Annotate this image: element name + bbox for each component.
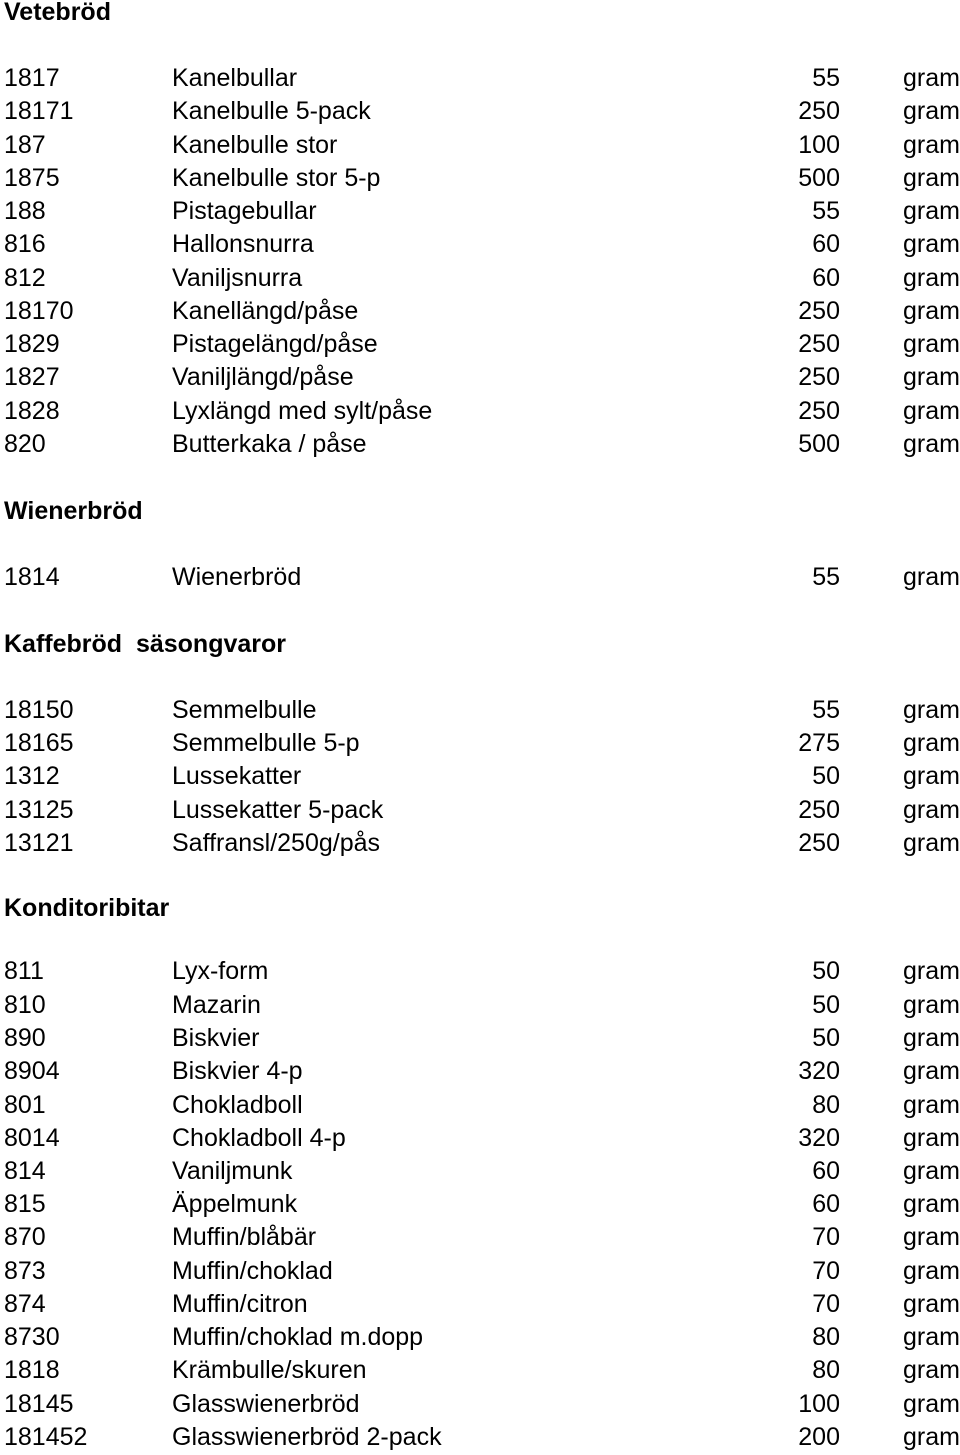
list-item	[0, 1056, 960, 1086]
item-weight: 250	[798, 330, 840, 358]
item-code: 815	[4, 1190, 46, 1218]
item-code: 188	[4, 197, 46, 225]
item-weight: 250	[798, 829, 840, 857]
list-item	[0, 196, 960, 226]
item-name: Kanelbulle 5-pack	[172, 97, 371, 125]
item-weight: 60	[812, 1157, 840, 1185]
item-code: 1818	[4, 1356, 60, 1384]
item-name: Kanelbullar	[172, 64, 298, 92]
item-name: Äppelmunk	[172, 1190, 298, 1218]
item-weight: 60	[812, 264, 840, 292]
item-weight: 250	[798, 297, 840, 325]
item-unit: gram	[903, 563, 960, 591]
item-name: Kanellängd/påse	[172, 297, 359, 325]
item-code: 811	[4, 957, 44, 985]
list-item	[0, 828, 960, 858]
item-unit: gram	[903, 796, 960, 824]
item-weight: 80	[812, 1091, 840, 1119]
item-weight: 250	[798, 796, 840, 824]
item-unit: gram	[903, 330, 960, 358]
item-name: Pistagebullar	[172, 197, 317, 225]
list-item	[0, 1156, 960, 1186]
item-code: 18145	[4, 1390, 74, 1418]
list-item	[0, 1289, 960, 1319]
item-unit: gram	[903, 97, 960, 125]
item-unit: gram	[903, 1024, 960, 1052]
item-name: Krämbulle/skuren	[172, 1356, 367, 1384]
item-name: Muffin/choklad m.dopp	[172, 1323, 424, 1351]
list-item	[0, 63, 960, 93]
item-name: Muffin/blåbär	[172, 1223, 317, 1251]
item-weight: 100	[798, 1390, 840, 1418]
item-weight: 70	[812, 1290, 840, 1318]
item-unit: gram	[903, 1223, 960, 1251]
list-item	[0, 429, 960, 459]
list-item	[0, 795, 960, 825]
item-unit: gram	[903, 64, 960, 92]
list-item	[0, 1389, 960, 1419]
item-code: 8014	[4, 1124, 60, 1152]
section-title-vetebrod: Vetebröd	[4, 0, 111, 26]
list-item	[0, 329, 960, 359]
list-item	[0, 96, 960, 126]
item-name: Hallonsnurra	[172, 230, 314, 258]
item-name: Butterkaka / påse	[172, 430, 367, 458]
item-name: Kanelbulle stor 5-p	[172, 164, 381, 192]
item-name: Lussekatter	[172, 762, 302, 790]
item-unit: gram	[903, 397, 960, 425]
item-name: Mazarin	[172, 991, 261, 1019]
item-name: Lyx-form	[172, 957, 269, 985]
item-weight: 500	[798, 430, 840, 458]
item-code: 890	[4, 1024, 46, 1052]
list-item	[0, 1189, 960, 1219]
item-unit: gram	[903, 957, 960, 985]
item-weight: 60	[812, 230, 840, 258]
item-code: 13125	[4, 796, 74, 824]
item-unit: gram	[903, 430, 960, 458]
list-item	[0, 1023, 960, 1053]
item-code: 18170	[4, 297, 74, 325]
item-weight: 70	[812, 1257, 840, 1285]
item-unit: gram	[903, 1390, 960, 1418]
item-unit: gram	[903, 230, 960, 258]
item-name: Kanelbulle stor	[172, 131, 338, 159]
item-unit: gram	[903, 1257, 960, 1285]
item-code: 1814	[4, 563, 60, 591]
list-item	[0, 990, 960, 1020]
item-code: 187	[4, 131, 46, 159]
item-unit: gram	[903, 1190, 960, 1218]
item-name: Vaniljlängd/påse	[172, 363, 354, 391]
item-unit: gram	[903, 297, 960, 325]
item-weight: 60	[812, 1190, 840, 1218]
item-name: Biskvier	[172, 1024, 260, 1052]
item-weight: 55	[812, 563, 840, 591]
section-title-konditoribitar: Konditoribitar	[4, 894, 170, 922]
item-weight: 55	[812, 64, 840, 92]
item-code: 814	[4, 1157, 46, 1185]
list-item	[0, 1422, 960, 1452]
item-weight: 500	[798, 164, 840, 192]
item-unit: gram	[903, 1290, 960, 1318]
list-item	[0, 396, 960, 426]
item-unit: gram	[903, 696, 960, 724]
item-unit: gram	[903, 131, 960, 159]
item-weight: 320	[798, 1124, 840, 1152]
list-item	[0, 1322, 960, 1352]
item-name: Muffin/choklad	[172, 1257, 333, 1285]
item-code: 8904	[4, 1057, 60, 1085]
list-item	[0, 362, 960, 392]
list-item	[0, 1090, 960, 1120]
item-unit: gram	[903, 991, 960, 1019]
item-weight: 250	[798, 97, 840, 125]
item-name: Biskvier 4-p	[172, 1057, 303, 1085]
list-item	[0, 163, 960, 193]
item-weight: 250	[798, 397, 840, 425]
item-weight: 320	[798, 1057, 840, 1085]
item-weight: 55	[812, 696, 840, 724]
section-title-wienerbrod: Wienerbröd	[4, 497, 143, 525]
item-code: 13121	[4, 829, 74, 857]
item-code: 810	[4, 991, 46, 1019]
item-code: 820	[4, 430, 46, 458]
list-item	[0, 296, 960, 326]
item-code: 801	[4, 1091, 46, 1119]
item-name: Muffin/citron	[172, 1290, 308, 1318]
item-weight: 80	[812, 1356, 840, 1384]
item-code: 1829	[4, 330, 60, 358]
item-name: Wienerbröd	[172, 563, 302, 591]
item-weight: 50	[812, 1024, 840, 1052]
list-item	[0, 263, 960, 293]
list-item	[0, 130, 960, 160]
item-unit: gram	[903, 729, 960, 757]
item-unit: gram	[903, 264, 960, 292]
item-name: Chokladboll	[172, 1091, 303, 1119]
list-item	[0, 1355, 960, 1385]
item-name: Glasswienerbröd	[172, 1390, 360, 1418]
list-item	[0, 229, 960, 259]
item-weight: 50	[812, 957, 840, 985]
item-code: 1817	[4, 64, 60, 92]
item-unit: gram	[903, 197, 960, 225]
item-unit: gram	[903, 1356, 960, 1384]
list-item	[0, 956, 960, 986]
item-name: Vaniljsnurra	[172, 264, 303, 292]
item-unit: gram	[903, 1423, 960, 1451]
item-code: 1875	[4, 164, 60, 192]
item-code: 812	[4, 264, 46, 292]
item-weight: 200	[798, 1423, 840, 1451]
item-weight: 50	[812, 762, 840, 790]
item-name: Lyxlängd med sylt/påse	[172, 397, 433, 425]
list-item	[0, 1123, 960, 1153]
item-code: 1828	[4, 397, 60, 425]
item-weight: 250	[798, 363, 840, 391]
item-unit: gram	[903, 363, 960, 391]
item-name: Lussekatter 5-pack	[172, 796, 384, 824]
item-weight: 55	[812, 197, 840, 225]
item-name: Pistagelängd/påse	[172, 330, 378, 358]
item-unit: gram	[903, 1157, 960, 1185]
item-name: Vaniljmunk	[172, 1157, 293, 1185]
item-unit: gram	[903, 762, 960, 790]
item-code: 8730	[4, 1323, 60, 1351]
item-name: Saffransl/250g/pås	[172, 829, 381, 857]
item-unit: gram	[903, 1323, 960, 1351]
item-name: Glasswienerbröd 2-pack	[172, 1423, 442, 1451]
item-code: 870	[4, 1223, 46, 1251]
item-unit: gram	[903, 1057, 960, 1085]
item-name: Semmelbulle 5-p	[172, 729, 360, 757]
list-item	[0, 1256, 960, 1286]
list-item	[0, 1222, 960, 1252]
list-item	[0, 695, 960, 725]
item-unit: gram	[903, 1091, 960, 1119]
item-code: 18150	[4, 696, 74, 724]
list-item	[0, 728, 960, 758]
item-unit: gram	[903, 829, 960, 857]
item-name: Chokladboll 4-p	[172, 1124, 346, 1152]
item-weight: 80	[812, 1323, 840, 1351]
item-name: Semmelbulle	[172, 696, 317, 724]
item-code: 1827	[4, 363, 60, 391]
item-code: 874	[4, 1290, 46, 1318]
section-title-kaffebrod: Kaffebröd säsongvaror	[4, 630, 287, 658]
item-code: 181452	[4, 1423, 88, 1451]
item-weight: 70	[812, 1223, 840, 1251]
list-item	[0, 761, 960, 791]
item-code: 873	[4, 1257, 46, 1285]
item-weight: 275	[798, 729, 840, 757]
item-unit: gram	[903, 1124, 960, 1152]
item-code: 1312	[4, 762, 60, 790]
item-unit: gram	[903, 164, 960, 192]
list-item	[0, 562, 960, 592]
item-code: 18171	[4, 97, 74, 125]
item-code: 18165	[4, 729, 74, 757]
item-weight: 50	[812, 991, 840, 1019]
item-weight: 100	[798, 131, 840, 159]
item-code: 816	[4, 230, 46, 258]
